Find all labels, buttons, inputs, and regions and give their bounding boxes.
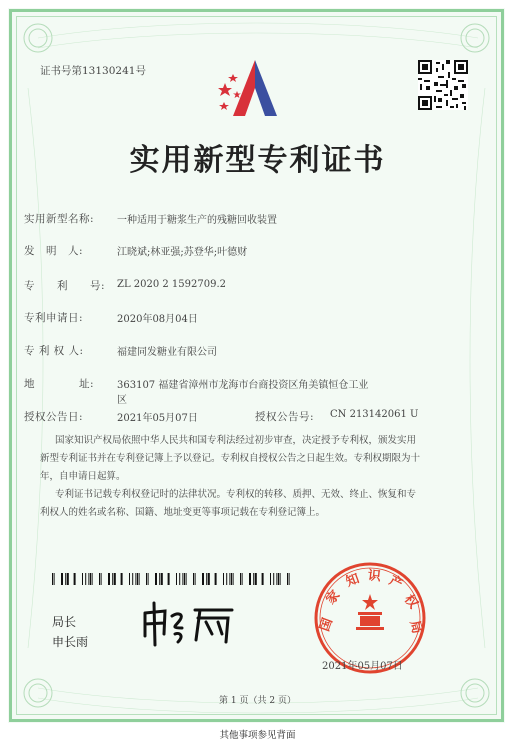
grant-statement-line2: 新型专利证书并在专利登记簿上予以登记。专利权自授权公告之日起生效。专利权期限为十 [40, 453, 421, 464]
director-name: 申长雨 [52, 635, 89, 649]
inventor-label: 发 明 人: [24, 245, 84, 257]
grant-date-label: 授权公告日: [24, 411, 84, 423]
page-footer: 第 1 页（共 2 页） [219, 696, 296, 706]
grant-number-value: CN 213142061 U [330, 409, 419, 420]
filing-date-label: 专利申请日: [24, 312, 84, 324]
address-value-line2: 区 [117, 395, 127, 406]
grant-statement-line3: 年，自申请日起算。 [40, 471, 126, 482]
filing-date-value: 2020年08月04日 [117, 314, 198, 325]
patent-holder-label: 专 利 权 人: [24, 345, 84, 357]
address-label: 地 址: [24, 378, 95, 390]
grant-statement-line1: 国家知识产权局依照中华人民共和国专利法经过初步审查，决定授予专利权，颁发实用 [55, 435, 417, 446]
svg-text:识: 识 [367, 568, 382, 585]
legal-status-line1: 专利证书记载专利权登记时的法律状况。专利权的转移、质押、无效、终止、恢复和专 [55, 489, 417, 500]
patent-holder-value: 福建同发糖业有限公司 [117, 347, 217, 358]
grant-number-label: 授权公告号: [255, 411, 315, 423]
director-signature-icon [140, 598, 240, 648]
svg-text:产: 产 [386, 573, 405, 593]
svg-text:知: 知 [344, 571, 362, 590]
grant-date-value: 2021年05月07日 [117, 413, 198, 424]
invention-name-value: 一种适用于糖浆生产的残糖回收装置 [117, 215, 277, 226]
legal-status-line2: 利权人的姓名或名称、国籍、地址变更等事项记载在专利登记簿上。 [40, 507, 326, 518]
certificate-title: 实用新型专利证书 [129, 143, 386, 178]
inventor-value: 江晓斌;林亚强;苏登华;叶德财 [117, 247, 248, 258]
patent-number-value: ZL 2020 2 1592709.2 [117, 279, 227, 290]
seal-date: 2021年05月07日 [322, 661, 403, 672]
director-title: 局长 [52, 615, 77, 629]
cnipa-logo-icon [215, 58, 295, 118]
barcode-icon [52, 573, 292, 585]
svg-text:权: 权 [400, 592, 421, 612]
address-value-line1: 363107 福建省漳州市龙海市台商投资区角美镇恒仓工业 [117, 380, 369, 391]
svg-text:家: 家 [323, 587, 344, 608]
certificate-number: 证书号第13130241号 [40, 65, 146, 77]
patent-number-label: 专 利 号: [24, 280, 106, 292]
svg-text:局: 局 [406, 618, 425, 636]
qr-code-icon [418, 60, 468, 110]
back-note: 其他事项参见背面 [219, 730, 296, 741]
svg-text:国: 国 [317, 616, 336, 634]
invention-name-label: 实用新型名称: [24, 213, 95, 225]
